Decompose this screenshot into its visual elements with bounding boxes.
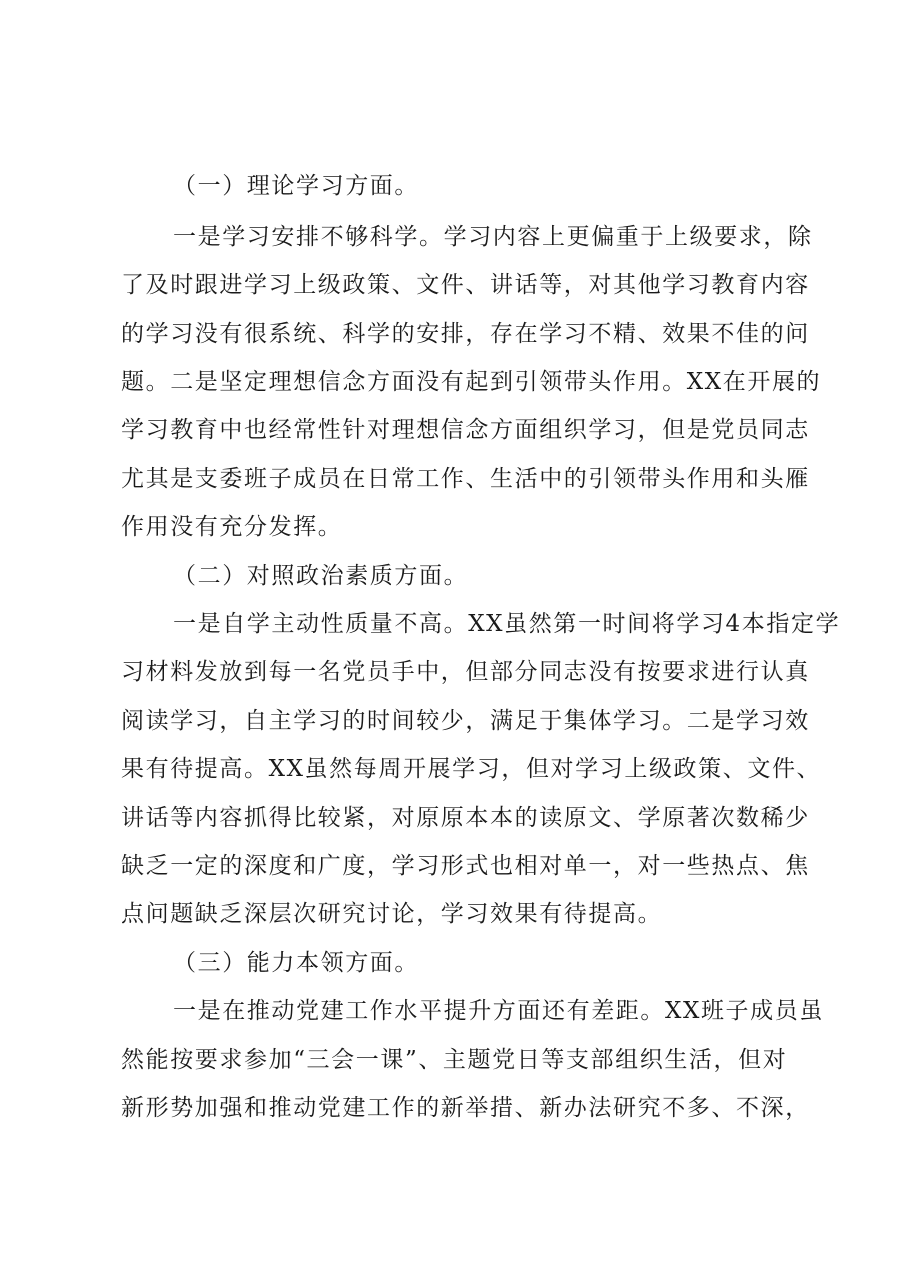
paragraph-3-line-2: 然能按要求参加“三会一课”、主题党日等支部组织生活，但对 [121,1047,788,1073]
paragraph-1-line-4: 题。二是坚定理想信念方面没有起到引领带头作用。XX在开展的 [121,369,822,395]
paragraph-1-line-6: 尤其是支委班子成员在日常工作、生活中的引领带头作用和头雁 [121,466,810,492]
paragraph-1-line-7: 作用没有充分发挥。 [121,514,343,540]
paragraph-2-line-4: 果有待提高。XX虽然每周开展学习，但对学习上级政策、文件、 [121,756,822,782]
paragraph-1-line-5: 学习教育中也经常性针对理想信念方面组织学习，但是党员同志 [121,417,810,443]
paragraph-2-line-3: 阅读学习，自主学习的时间较少，满足于集体学习。二是学习效 [121,708,810,734]
paragraph-2-line-5: 讲话等内容抓得比较紧，对原原本本的读原文、学原著次数稀少 [121,805,810,831]
paragraph-3-line-3: 新形势加强和推动党建工作的新举措、新办法研究不多、不深， [121,1095,810,1121]
paragraph-1-line-1: 一是学习安排不够科学。学习内容上更偏重于上级要求，除 [173,224,813,250]
paragraph-3-line-1: 一是在推动党建工作水平提升方面还有差距。XX班子成员虽 [173,998,824,1024]
paragraph-1-line-3: 的学习没有很系统、科学的安排，存在学习不精、效果不佳的问 [121,321,810,347]
paragraph-1-line-2: 了及时跟进学习上级政策、文件、讲话等，对其他学习教育内容 [121,272,810,298]
section-heading-1: （一）理论学习方面。 [173,173,419,199]
paragraph-2-line-1: 一是自学主动性质量不高。XX虽然第一时间将学习4本指定学 [173,611,841,637]
paragraph-2-line-7: 点问题缺乏深层次研究讨论，学习效果有待提高。 [121,901,663,927]
paragraph-2-line-2: 习材料发放到每一名党员手中，但部分同志没有按要求进行认真 [121,659,810,685]
paragraph-2-line-6: 缺乏一定的深度和广度，学习形式也相对单一，对一些热点、焦 [121,853,810,879]
section-heading-3: （三）能力本领方面。 [173,950,419,976]
section-heading-2: （二）对照政治素质方面。 [173,563,469,589]
